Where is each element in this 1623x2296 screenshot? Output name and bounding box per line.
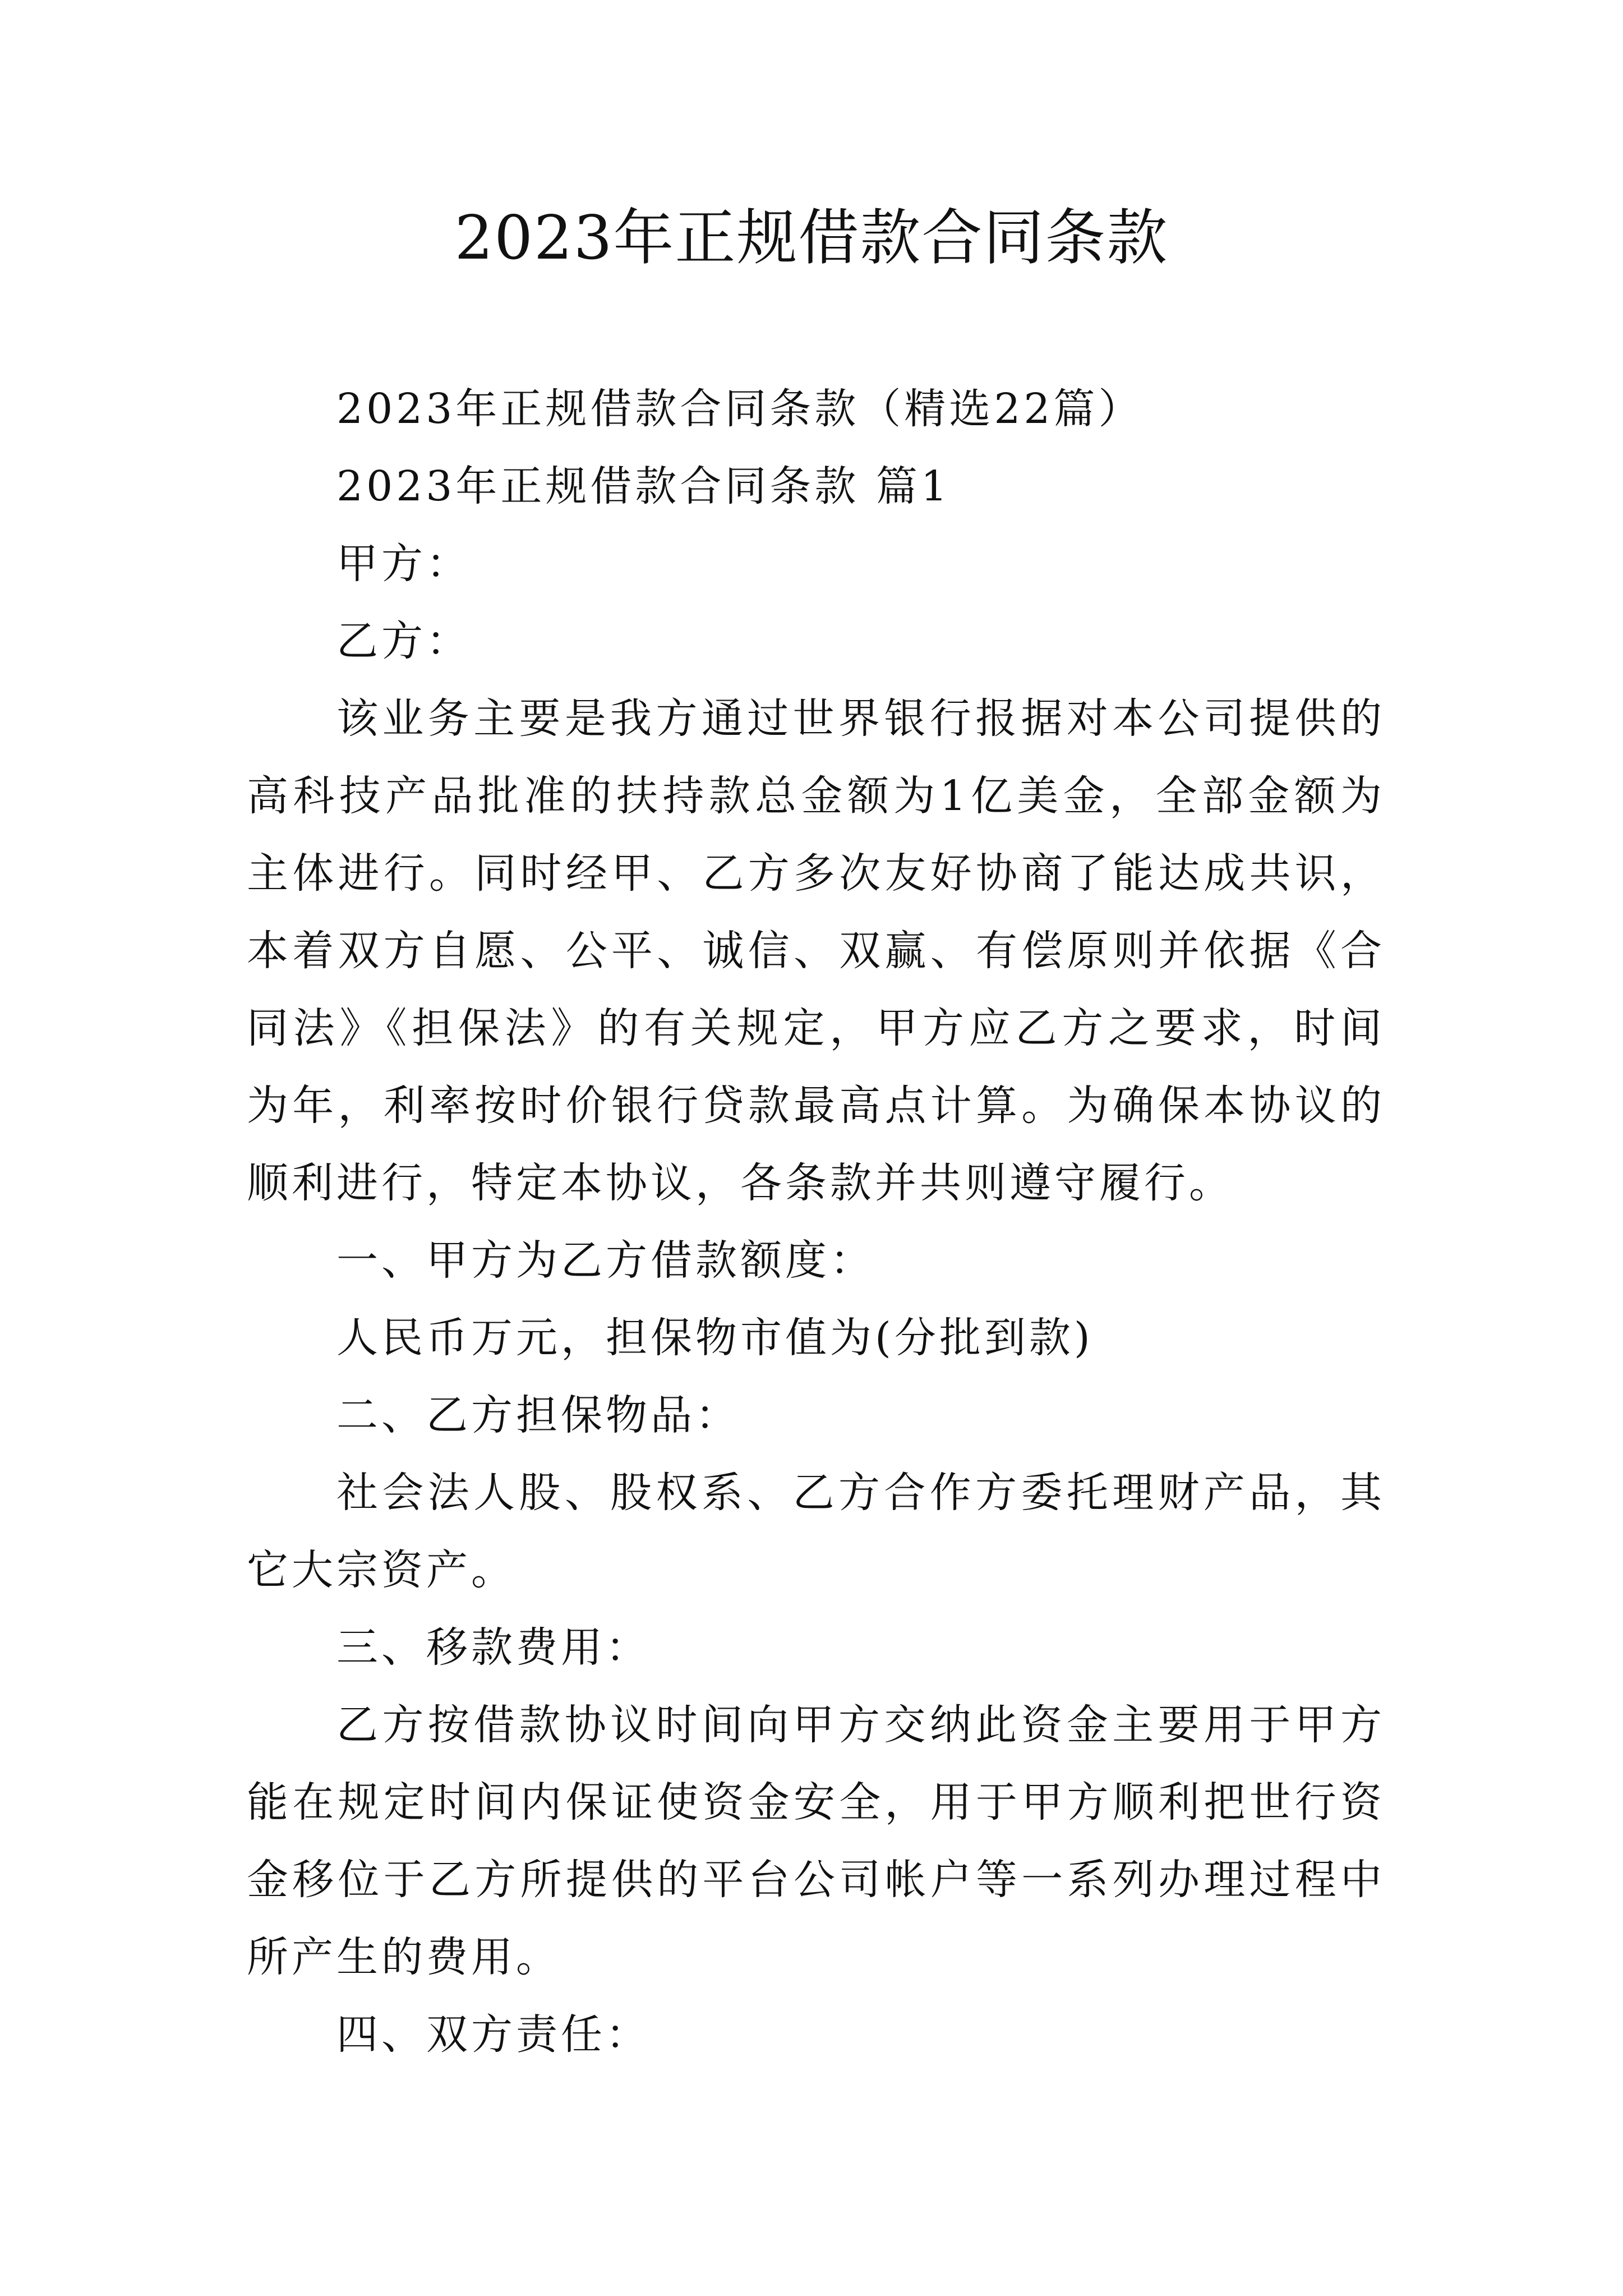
party-a-label: 甲方： — [336, 540, 471, 588]
clause-1-body: 人民币万元，担保物市值为(分批到款) — [336, 1314, 1094, 1362]
document-subtitle: 2023年正规借款合同条款（精选22篇） — [336, 385, 1144, 433]
clause-1-heading: 一、甲方为乙方借款额度： — [336, 1236, 875, 1285]
intro-paragraph: 该业务主要是我方通过世界银行报据对本公司提供的高科技产品批准的扶持款总金额为1亿美金，全部金额为主体进行。同时经甲、乙方多次友好协商了能达成共识，本着双方自愿、公平、诚信、双赢、有偿原则并依据《合同法》《担保法》的有关规定，甲方应乙方之要求，时间为年，利率按时价银行贷款最高点计算。为确保本协议的顺利进行，特定本协议，各条款并共则遵守履行。 — [247, 694, 1385, 1207]
document-title: 2023年正规借款合同条款 — [454, 203, 1169, 273]
clause-4-heading: 四、双方责任： — [336, 2010, 651, 2059]
section-heading: 2023年正规借款合同条款 篇1 — [336, 462, 951, 510]
clause-3-body: 乙方按借款协议时间向甲方交纳此资金主要用于甲方能在规定时间内保证使资金安全，用于甲方顺利把世行资金移位于乙方所提供的平台公司帐户等一系列办理过程中所产生的费用。 — [247, 1701, 1385, 1981]
clause-2-heading: 二、乙方担保物品： — [336, 1391, 740, 1439]
document-body — [247, 370, 1385, 2073]
clause-3-heading: 三、移款费用： — [336, 1623, 651, 1672]
party-b-label: 乙方： — [336, 617, 471, 665]
clause-2-body: 社会法人股、股权系、乙方合作方委托理财产品，其它大宗资产。 — [247, 1469, 1385, 1594]
